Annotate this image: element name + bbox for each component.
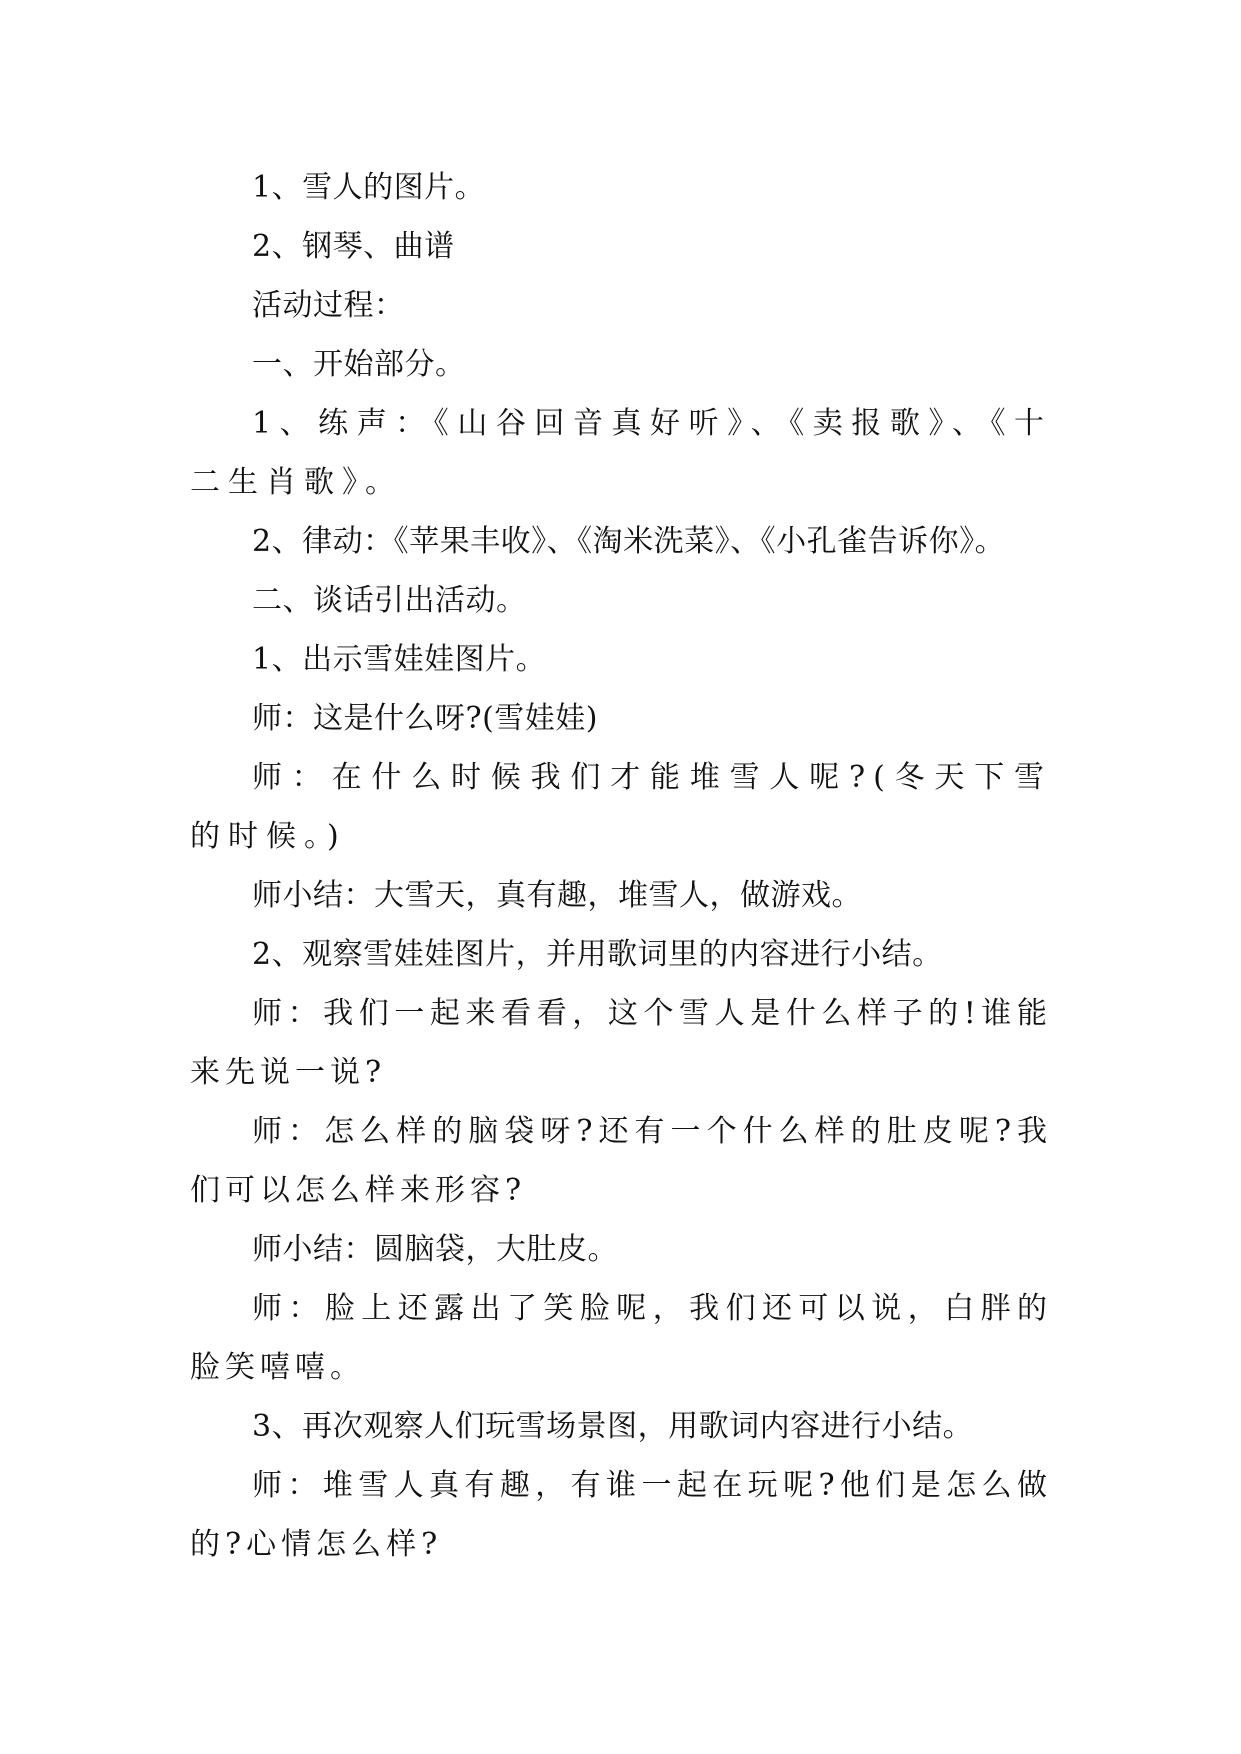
paragraph-12: 2、观察雪娃娃图片，并用歌词里的内容进行小结。 [252, 937, 943, 972]
paragraph-14: 师：怎么样的脑袋呀?还有一个什么样的肚皮呢?我们可以怎么样来形容? [190, 1114, 1052, 1208]
paragraph-15: 师小结：圆脑袋，大肚皮。 [252, 1232, 618, 1267]
paragraph-11: 师小结：大雪天，真有趣，堆雪人，做游戏。 [252, 878, 862, 913]
paragraph-16: 师：脸上还露出了笑脸呢，我们还可以说，白胖的脸笑嘻嘻。 [190, 1291, 1052, 1385]
paragraph-9: 师：这是什么呀?(雪娃娃) [252, 701, 598, 736]
paragraph-10: 师：在什么时候我们才能堆雪人呢?(冬天下雪的时候。) [190, 760, 1052, 854]
paragraph-3: 活动过程： [252, 288, 405, 323]
paragraph-18: 师：堆雪人真有趣，有谁一起在玩呢?他们是怎么做的?心情怎么样? [190, 1468, 1052, 1562]
paragraph-17: 3、再次观察人们玩雪场景图，用歌词内容进行小结。 [252, 1409, 974, 1444]
paragraph-7: 二、谈话引出活动。 [252, 583, 527, 618]
paragraph-1: 1、雪人的图片。 [252, 170, 486, 205]
paragraph-8: 1、出示雪娃娃图片。 [252, 642, 547, 677]
document-body [190, 158, 1052, 1574]
paragraph-4: 一、开始部分。 [252, 347, 466, 382]
paragraph-5: 1、练声：《山谷回音真好听》、《卖报歌》、《十二生肖歌》。 [190, 406, 1052, 500]
paragraph-13: 师：我们一起来看看，这个雪人是什么样子的!谁能来先说一说? [190, 996, 1052, 1090]
paragraph-2: 2、钢琴、曲谱 [252, 229, 455, 264]
paragraph-6: 2、律动：《苹果丰收》、《淘米洗菜》、《小孔雀告诉你》。 [252, 524, 1006, 559]
